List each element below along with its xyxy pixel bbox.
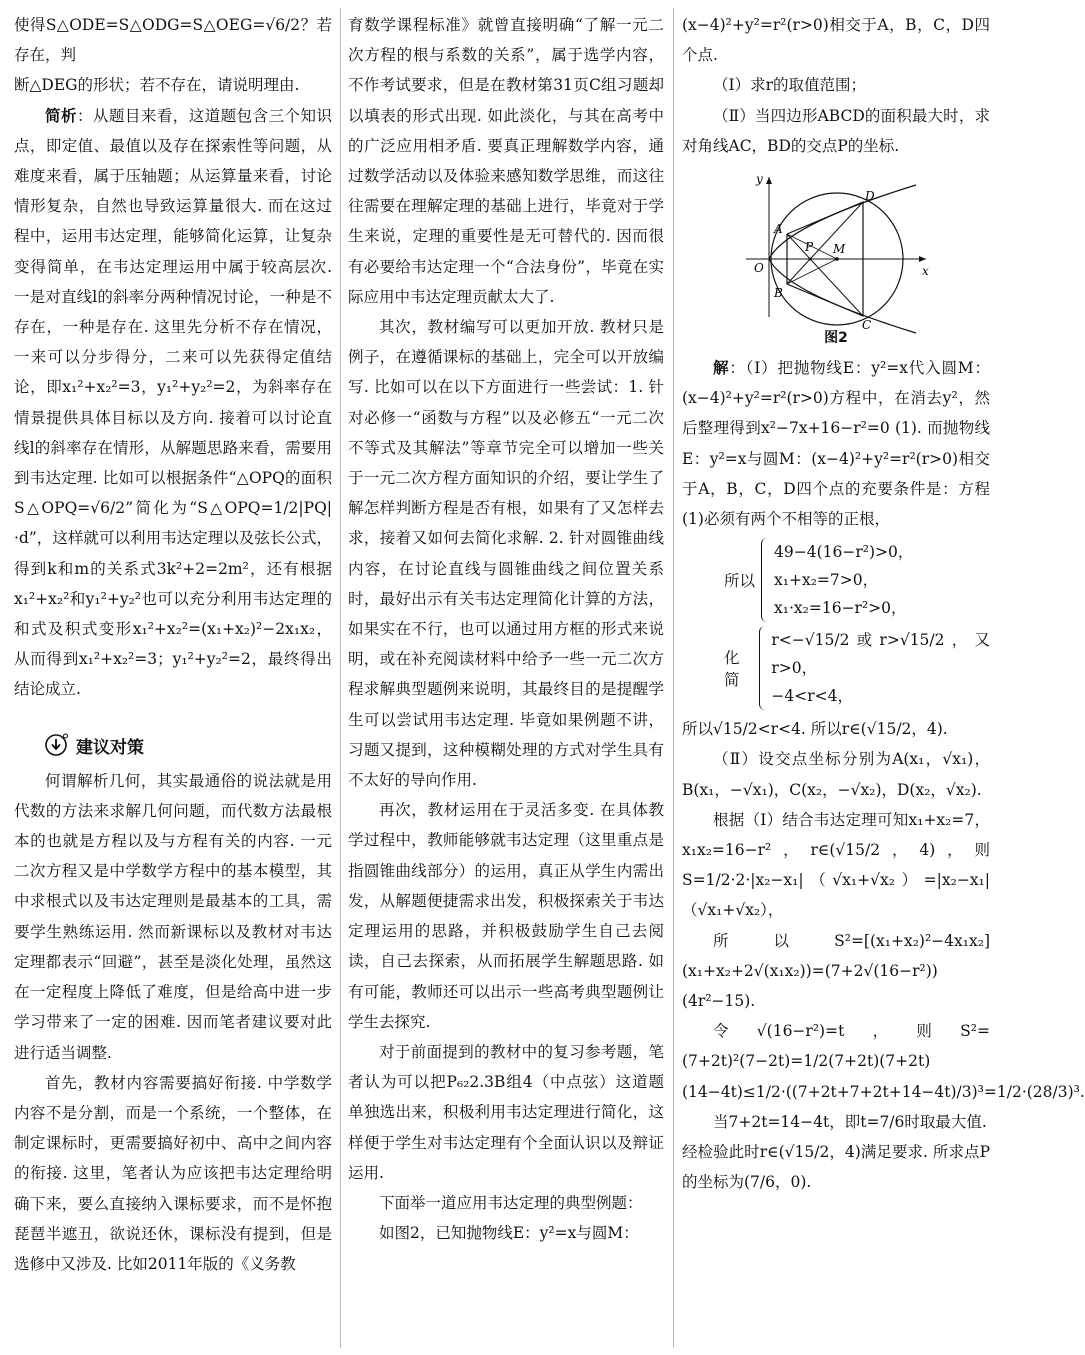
solution-part-2: （Ⅱ）设交点坐标分别为A(x₁，√x₁)，B(x₁，−√x₁)，C(x₂，−√x₂)，D(x₂，√x₂). — [682, 750, 990, 799]
paragraph: 其次，教材编写可以更加开放. 教材只是例子，在遵循课标的基础上，完全可以开放编写. 比如可以在以下方面进行一些尝试：1. 针对必修一“函数与方程”以及必修五“一元二次不等式及其解法”等章节完全可以增加一些关于一元二次方程方面知识的介绍，要让学生了解怎样判断方程是否有根，如果有了又怎样去求，接着又如何去简化求解. 2. 针对圆锥曲线内容，在讨论直线与圆锥曲线之间位置关系时，最好出示有关韦达定理简化计算的方法，如果实在不行，也可以通过用方框的形式来说明，或在补充阅读材料中给予一些一元二次方程求解典型题例来说明，其最终目的是提醒学生可以尝试用韦达定理. 毕竟如果例题不讲，习题又提到，这种模糊处理的方式对学生具有不太好的导向作用. — [348, 318, 664, 790]
figure-2 — [682, 167, 990, 333]
paragraph: 对于前面提到的教材中的复习参考题，笔者认为可以把P₆₂2.3B组4（中点弦）这道题单独选出来，积极利用韦达定理进行简化，这样便于学生对韦达定理有个全面认识以及辩证运用. — [348, 1042, 664, 1182]
point-label-o: O — [754, 261, 764, 276]
point-label-a: A — [774, 222, 783, 237]
analysis-label: 简析 — [45, 106, 77, 125]
analysis-text: ：从题目来看，这道题包含三个知识点，即定值、最值以及存在探索性等问题，从难度来看，属于压轴题；从运算量来看，讨论情形复杂，自然也导致运算量很大. 而在这过程中，运用韦达定理，能够简化运算，让复杂变得简单，在韦达定理运用中属于较高层次. 一是对直线l的斜率分两种情况讨论，一种是不存在，一种是存在. 这里先分析不存在情况，一来可以分步得分，二来可以先获得定值结论，即x₁²+x₂²=3，y₁²+y₂²=2，为斜率存在情景提供具体目标以及方向. 接着可以讨论直线l的斜率存在情形，从解题思路来看，需要用到韦达定理. 比如可以根据条件“△OPQ的面积S△OPQ=√6/2”简化为“S△OPQ=1/2|PQ|·d”，这样就可以利用韦达定理以及弦长公式，得到k和m的关系式3k²+2=2m²，还有根据x₁²+x₂²和y₁²+y₂²也可以充分利用韦达定理的和式及积式变形x₁²+x₂²=(x₁+x₂)²−2x₁x₂，从而得到x₁²+x₂²=3；y₁²+y₂²=2，最终得出结论成立. — [14, 106, 332, 699]
paragraph: 首先，教材内容需要搞好衔接. 中学数学内容不是分割，而是一个系统，一个整体，在制定课标时，更需要搞好初中、高中之间内容的衔接. 这里，笔者认为应该把韦达定理给明确下来，要么直接纳入课标要求，而不是怀抱琵琶半遮丑，欲说还休，课标没有提到，但是选修中又涉及. 比如2011年版的《义务教 — [14, 1073, 332, 1273]
question-1: （Ⅰ）求r的取值范围； — [713, 76, 867, 95]
solution-text: ：（Ⅰ）把抛物线E：y²=x代入圆M：(x−4)²+y²=r²(r>0)方程中，在消去y²，然后整理得到x²−7x+16−r²=0 (1). 而抛物线E：y²=x与圆M：(x−4)²+y²=r²(r>0)相交于A，B，C，D四个点的充要条件是：方程(1)必须有两个不相等的正根， — [682, 359, 990, 529]
problem-text: (x−4)²+y²=r²(r>0)相交于A，B，C，D四个点. — [682, 16, 990, 65]
question-2: （Ⅱ）当四边形ABCD的面积最大时，求对角线AC，BD的交点P的坐标. — [682, 106, 990, 155]
problem-text: 断△DEG的形状；若不存在，请说明理由. — [14, 76, 300, 95]
column-right — [682, 10, 1085, 1350]
point-label-d: D — [865, 189, 875, 204]
section-title: 建议对策 — [76, 737, 144, 758]
figure-caption: 图2 — [824, 330, 848, 347]
system-line: x₁+x₂=7>0， — [774, 571, 879, 590]
system-line: x₁·x₂=16−r²>0， — [774, 599, 907, 618]
paragraph: 何谓解析几何，其实最通俗的说法就是用代数的方法来求解几何问题，而代数方法最根本的也就是方程以及与方程有关的内容. 一元二次方程又是中学数学方程中的基本模型，其中求根式以及韦达定理则是最基本的工具，需要学生熟练运用. 然而新课标以及教材对韦达定理都表示“回避”，甚至是淡化处理，虽然这在一定程度上降低了难度，但是给高中进一步学习带来了一定的困难. 因而笔者建议要对此进行适当调整. — [14, 771, 332, 1062]
problem-text: 使得S△ODE=S△ODG=S△OEG=√6/2？若存在，判 — [14, 16, 332, 65]
inequality-system — [724, 538, 990, 622]
point-label-b: B — [774, 286, 783, 301]
geometry-diagram — [726, 167, 946, 333]
point-label-p: P — [805, 240, 814, 255]
solution-label: 解 — [713, 359, 730, 378]
analysis-paragraph — [14, 101, 332, 705]
paragraph: 下面举一道应用韦达定理的典型例题： — [379, 1193, 643, 1212]
solution-conclusion: 经检验此时r∈(√15/2，4)满足要求. 所求点P的坐标为(7/6，0). — [682, 1143, 990, 1192]
arrow-down-circle-icon — [44, 733, 68, 757]
solution-part-1 — [682, 353, 990, 534]
solution-text: 令√(16−r²)=t，则S²=(7+2t)²(7−2t)=1/2(7+2t)(7+2t)(14−4t)≤1/2·((7+2t+7+2t+14−4t)/3)³=1/2·(28/3)³. — [682, 1022, 1085, 1101]
point-label-c: C — [862, 318, 872, 333]
solution-text: 所以√15/2<r<4. 所以r∈(√15/2，4). — [682, 720, 948, 739]
solution-text: 当7+2t=14−4t，即t=7/6时取最大值. — [713, 1112, 987, 1131]
section-heading — [44, 733, 332, 758]
paragraph: 再次，教材运用在于灵活多变. 在具体教学过程中，教师能够就韦达定理（这里重点是指圆锥曲线部分）的运用，真正从学生内需出发，从解题便捷需求出发，积极探索关于韦达定理运用的思路，并积极鼓励学生自己去阅读，自己去探索，从而拓展学生解题思路. 如有可能，教师还可以出示一些高考典型题例让学生去探究. — [348, 801, 664, 1031]
paragraph: 如图2，已知抛物线E：y²=x与圆M： — [379, 1224, 639, 1243]
brace-icon — [759, 626, 766, 710]
paragraph: 育数学课程标准》就曾直接明确“了解一元二次方程的根与系数的关系”，属于选学内容，不作考试要求，但是在教材第31页C组习题却以填表的形式出现. 如此淡化，与其在高考中的广泛应用相矛盾. 要真正理解数学内容，通过数学活动以及体验来感知数学思维，而这往往需要在理解定理的基础上进行，毕竟对于学生来说，定理的重要性是无可替代的. 因而很有必要给韦达定理一个“合法身份”，毕竟在实际应用中韦达定理贡献太大了. — [348, 16, 664, 306]
system-prefix: 化简 — [724, 649, 740, 690]
system-line: −4<r<4， — [771, 687, 853, 706]
column-left — [14, 10, 332, 1350]
solution-text: 所以S²=[(x₁+x₂)²−4x₁x₂](x₁+x₂+2√(x₁x₂))=(7+2√(16−r²))(4r²−15). — [682, 931, 990, 1011]
solution-text: 根据（Ⅰ）结合韦达定理可知x₁+x₂=7，x₁x₂=16−r²，r∈(√15/2，4)，则S=1/2·2·|x₂−x₁|（√x₁+√x₂）=|x₂−x₁|（√x₁+√x₂）， — [682, 810, 990, 920]
column-divider — [673, 8, 674, 1348]
system-prefix: 所以 — [724, 572, 756, 591]
column-divider — [340, 8, 341, 1348]
system-line: 49−4(16−r²)>0， — [774, 543, 914, 562]
point-label-m: M — [833, 242, 846, 257]
column-middle — [348, 10, 664, 1350]
axis-label-x: x — [922, 264, 929, 279]
axis-label-y: y — [756, 172, 763, 187]
system-line: r<−√15/2或r>√15/2，又r>0， — [771, 631, 990, 678]
brace-icon — [761, 538, 768, 622]
inequality-system — [724, 626, 990, 710]
